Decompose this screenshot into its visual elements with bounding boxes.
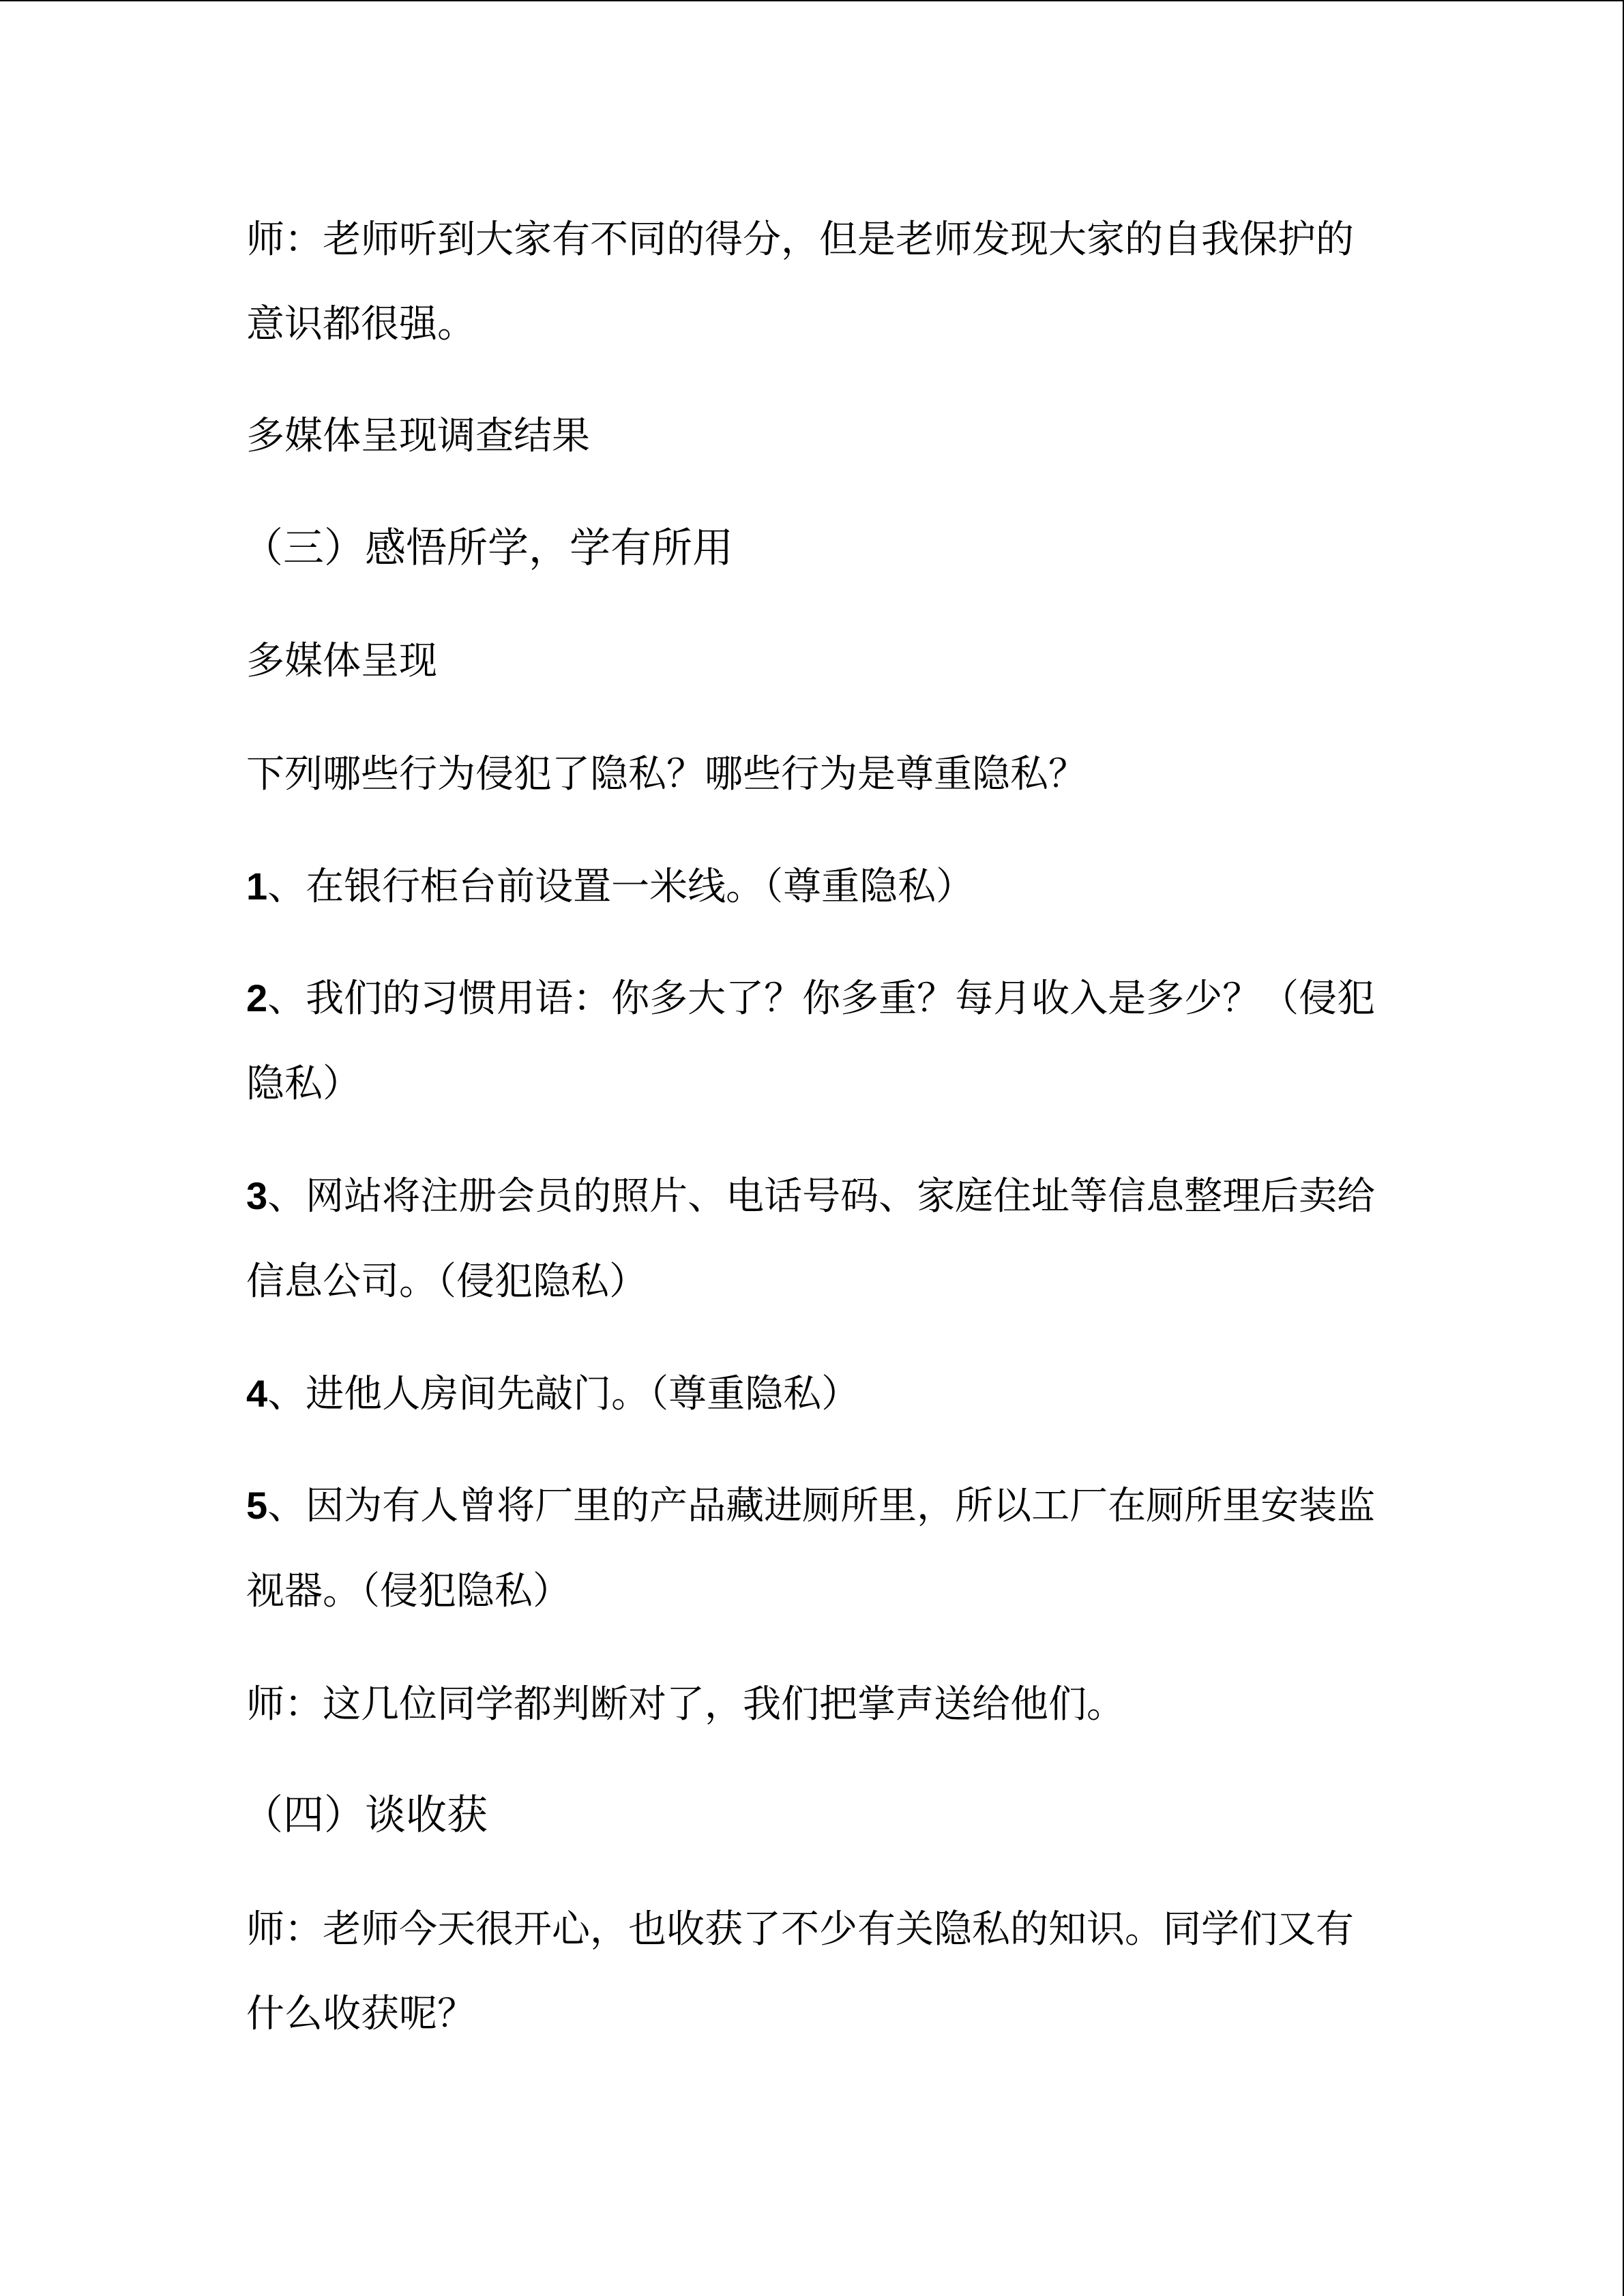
list-item-text: 、我们的习惯用语：你多大了？你多重？每月收入是多少？（侵犯 bbox=[267, 976, 1376, 1021]
list-item-number: 4 bbox=[246, 1372, 268, 1415]
list-item-text: 、在银行柜台前设置一米线。（尊重隐私） bbox=[267, 865, 975, 909]
list-item-3 bbox=[246, 1174, 1419, 1219]
paragraph-teacher-observation-line1: 师：老师听到大家有不同的得分，但是老师发现大家的自我保护的 bbox=[246, 218, 1354, 262]
section-heading-four: （四）谈收获 bbox=[242, 1791, 488, 1839]
list-item-2-continued: 隐私） bbox=[246, 1062, 361, 1106]
section-heading-three: （三）感悟所学，学有所用 bbox=[242, 524, 733, 572]
paragraph-teacher-harvest-line2: 什么收获呢？ bbox=[246, 1992, 475, 2036]
list-item-number: 3 bbox=[246, 1174, 268, 1217]
list-item-number: 5 bbox=[246, 1484, 268, 1527]
list-item-1 bbox=[246, 865, 1419, 909]
paragraph-question: 下列哪些行为侵犯了隐私？哪些行为是尊重隐私？ bbox=[246, 752, 1087, 796]
list-item-number: 1 bbox=[246, 865, 268, 908]
paragraph-survey-result: 多媒体呈现调查结果 bbox=[246, 414, 590, 458]
list-item-4 bbox=[246, 1372, 1419, 1416]
list-item-text: 、进他人房间先敲门。（尊重隐私） bbox=[267, 1372, 860, 1416]
list-item-5-continued: 视器。（侵犯隐私） bbox=[246, 1569, 571, 1613]
paragraph-multimedia: 多媒体呈现 bbox=[246, 639, 437, 683]
list-item-5 bbox=[246, 1484, 1419, 1528]
paragraph-teacher-harvest-line1: 师：老师今天很开心，也收获了不少有关隐私的知识。同学们又有 bbox=[246, 1907, 1354, 1952]
list-item-text: 、因为有人曾将厂里的产品藏进厕所里，所以工厂在厕所里安装监 bbox=[267, 1484, 1376, 1528]
paragraph-teacher-praise: 师：这几位同学都判断对了，我们把掌声送给他们。 bbox=[246, 1682, 1125, 1727]
list-item-number: 2 bbox=[246, 976, 268, 1019]
list-item-2 bbox=[246, 976, 1419, 1021]
list-item-text: 、网站将注册会员的照片、电话号码、家庭住址等信息整理后卖给 bbox=[267, 1174, 1376, 1219]
list-item-3-continued: 信息公司。（侵犯隐私） bbox=[246, 1259, 647, 1304]
paragraph-teacher-observation-line2: 意识都很强。 bbox=[246, 302, 475, 346]
